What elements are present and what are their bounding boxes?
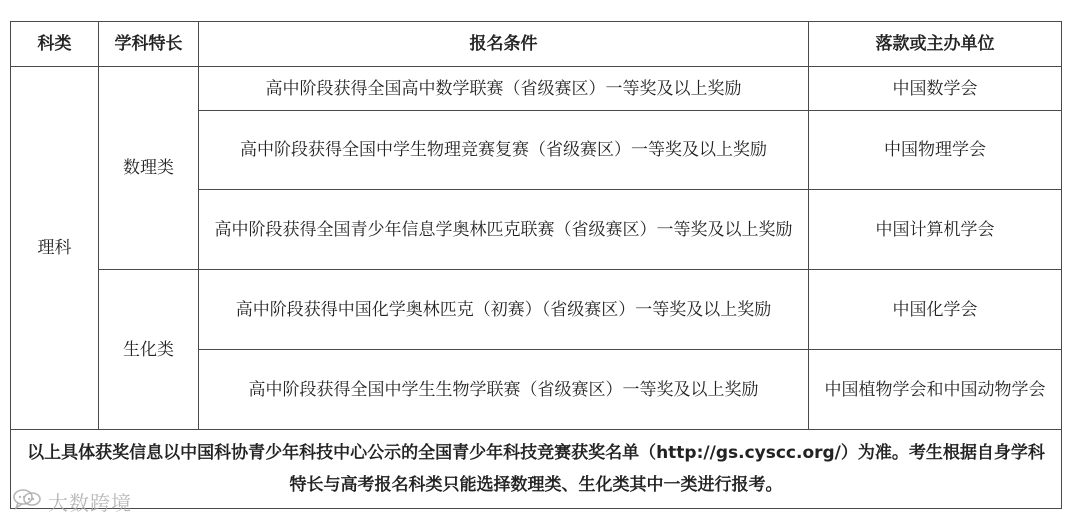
table-row bbox=[11, 67, 1062, 111]
organizer-cell: 中国物理学会 bbox=[809, 111, 1062, 190]
header-organizer: 落款或主办单位 bbox=[809, 22, 1062, 67]
header-category: 科类 bbox=[11, 22, 99, 67]
header-condition: 报名条件 bbox=[199, 22, 809, 67]
category-cell: 理科 bbox=[11, 67, 99, 430]
watermark bbox=[12, 486, 132, 516]
organizer-cell: 中国数学会 bbox=[809, 67, 1062, 111]
condition-cell: 高中阶段获得全国中学生生物学联赛（省级赛区）一等奖及以上奖励 bbox=[199, 350, 809, 430]
table-header-row bbox=[11, 22, 1062, 67]
condition-cell: 高中阶段获得全国中学生物理竞赛复赛（省级赛区）一等奖及以上奖励 bbox=[199, 111, 809, 190]
competition-table bbox=[10, 21, 1062, 509]
note-cell: 以上具体获奖信息以中国科协青少年科技中心公示的全国青少年科技竞赛获奖名单（http://gs.cyscc.org/）为准。考生根据自身学科特长与高考报名科类只能选择数理类、生化类其中一类进行报考。 bbox=[11, 430, 1062, 509]
organizer-cell: 中国化学会 bbox=[809, 270, 1062, 350]
watermark-text: 大数跨境 bbox=[48, 490, 132, 515]
condition-cell: 高中阶段获得全国高中数学联赛（省级赛区）一等奖及以上奖励 bbox=[199, 67, 809, 111]
condition-cell: 高中阶段获得全国青少年信息学奥林匹克联赛（省级赛区）一等奖及以上奖励 bbox=[199, 190, 809, 270]
note-row bbox=[11, 430, 1062, 509]
header-specialty: 学科特长 bbox=[99, 22, 199, 67]
group-cell-math-physics: 数理类 bbox=[99, 67, 199, 270]
chat-bubbles-logo-icon bbox=[12, 487, 42, 516]
organizer-cell: 中国植物学会和中国动物学会 bbox=[809, 350, 1062, 430]
condition-cell: 高中阶段获得中国化学奥林匹克（初赛）（省级赛区）一等奖及以上奖励 bbox=[199, 270, 809, 350]
table-row bbox=[11, 270, 1062, 350]
group-cell-chem-bio: 生化类 bbox=[99, 270, 199, 430]
organizer-cell: 中国计算机学会 bbox=[809, 190, 1062, 270]
